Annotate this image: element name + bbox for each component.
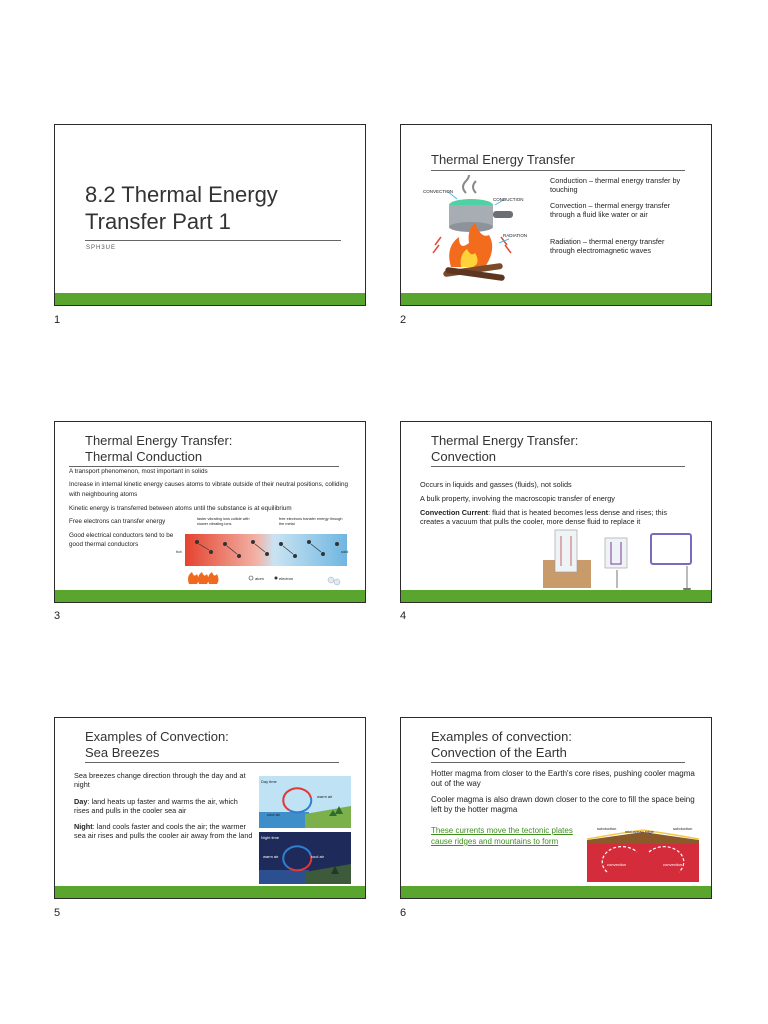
slide-2-bullet-2: Convection – thermal energy transfer through a fluid like water or air: [550, 201, 671, 219]
night-label: Night: [74, 822, 93, 831]
conduction-left-note: faster vibrating ions collide with slower vibrating ions: [197, 517, 250, 526]
slide-4: [400, 421, 712, 603]
slide-1-number: 1: [54, 314, 61, 326]
tectonic-plates-link[interactable]: These currents move the tectonic plates cause ridges and mountains to form: [431, 826, 573, 846]
slide-5-number: 5: [54, 907, 61, 919]
label-hot: hot: [176, 549, 182, 554]
slide-5-day: [74, 797, 254, 815]
slide-4-current-text: [420, 508, 690, 526]
slide-1-title-line2: Transfer Part 1: [85, 209, 231, 234]
slide-5-title-line1: Examples of Convection:: [85, 729, 229, 744]
slide-6-bullet-1: Hotter magma from closer to the Earth's core rises, pushing cooler magma out of the way: [431, 769, 695, 788]
label-warm-air-night: warm air: [263, 854, 279, 859]
label-subduction-left: subduction: [597, 826, 617, 831]
convection-current-desc: : fluid that is heated becomes less dense and rises; this creates a vacuum that pulls the cooler, more dense fluid to replace it: [420, 508, 667, 526]
slide-1: [54, 124, 366, 306]
convection-apparatus-diagram: [537, 526, 703, 596]
slide-4-bullet-1: Occurs in liquids and gasses (fluids), not solids: [420, 480, 572, 489]
slide-2-number: 2: [400, 314, 407, 326]
slide-5-title-line2: Sea Breezes: [85, 745, 160, 760]
label-convection: CONVECTION: [423, 189, 454, 194]
slide-3-bullet-3: Kinetic energy is transferred between atoms until the substance is at equilibrium: [69, 505, 292, 512]
slide-4-title-line2: Convection: [431, 449, 497, 464]
slide-3-bullet-1: A transport phenomenon, most important in solids: [69, 468, 208, 475]
conduction-right-note: free electrons transfer energy through the metal: [279, 517, 343, 526]
slide-3-title-line1: Thermal Energy Transfer:: [85, 433, 233, 448]
slide-2-accent-bar: [401, 293, 711, 305]
slide-6-title-line2: Convection of the Earth: [431, 745, 567, 760]
conduction-bar-diagram: [181, 532, 351, 592]
slide-3-bullet-2: Increase in internal kinetic energy causes atoms to vibrate outside of their neutral positions, colliding with neighbouring atoms: [69, 481, 348, 498]
slide-1-rule: [85, 240, 341, 241]
slide-5-night: [74, 822, 254, 840]
label-cool-air-day: cool air: [267, 812, 280, 817]
slide-6: [400, 717, 712, 899]
slide-3-bullet-5: Good electrical conductors tend to be good thermal conductors: [69, 532, 174, 548]
label-convection-right: convection: [663, 862, 683, 867]
slide-4-title-line1: Thermal Energy Transfer:: [431, 433, 579, 448]
slide-4-accent-bar: [401, 590, 711, 602]
label-subduction-right: subduction: [673, 826, 693, 831]
slide-4-number: 4: [400, 610, 407, 622]
label-cool-air-night: cool air: [311, 854, 324, 859]
day-label: Day: [74, 797, 88, 806]
night-text: : land cools faster and cools the air; the warmer sea air rises and pulls the cooler air away from the land: [74, 822, 253, 840]
slide-2-rule: [431, 170, 685, 171]
slide-1-subtitle: SPH3UE: [86, 245, 117, 251]
slide-2-title: Thermal Energy Transfer: [431, 152, 575, 167]
day-text: : land heats up faster and warms the air, which rises and pulls in the cooler sea air: [74, 797, 238, 815]
slide-3: [54, 421, 366, 603]
label-nighttime: Night time: [261, 835, 280, 840]
label-radiation: RADIATION: [503, 233, 528, 238]
slide-3-accent-bar: [55, 590, 365, 602]
slide-5-accent-bar: [55, 886, 365, 898]
slide-6-title-line1: Examples of convection:: [431, 729, 572, 744]
slide-4-bullet-2: A bulk property, involving the macroscopic transfer of energy: [420, 494, 615, 503]
label-daytime: Day time: [261, 779, 277, 784]
convection-current-label: Convection Current: [420, 508, 489, 517]
label-conduction: CONDUCTION: [493, 197, 524, 202]
label-mid-ocean-ridge: mid-ocean ridge: [625, 829, 654, 834]
slide-3-bullet-4: Free electrons can transfer energy: [69, 518, 166, 525]
slide-5: [54, 717, 366, 899]
slide-5-intro: Sea breezes change direction through the day and at night: [74, 771, 246, 789]
slide-3-number: 3: [54, 610, 61, 622]
legend-atom: atom: [255, 576, 264, 581]
slide-2: [400, 124, 712, 306]
slide-1-accent-bar: [55, 293, 365, 305]
slide-1-title-line1: 8.2 Thermal Energy: [85, 182, 278, 207]
slide-5-rule: [85, 762, 339, 763]
slide-6-rule: [431, 762, 685, 763]
slide-6-bullet-2: Cooler magma is also drawn down closer to the core to fill the space being left by the hotter magma: [431, 795, 695, 814]
slide-3-title-line2: Thermal Conduction: [85, 449, 203, 464]
slide-6-number: 6: [400, 907, 407, 919]
legend-electron: electron: [279, 576, 294, 581]
label-warm-air-day: warm air: [317, 794, 333, 799]
slide-4-rule: [431, 466, 685, 467]
slide-2-bullet-1: Conduction – thermal energy transfer by touching: [550, 176, 681, 194]
slide-2-bullet-3: Radiation – thermal energy transfer through electromagnetic waves: [550, 237, 665, 255]
label-cold: cold: [341, 549, 349, 554]
label-convection-left: convection: [607, 862, 627, 867]
slide-6-accent-bar: [401, 886, 711, 898]
